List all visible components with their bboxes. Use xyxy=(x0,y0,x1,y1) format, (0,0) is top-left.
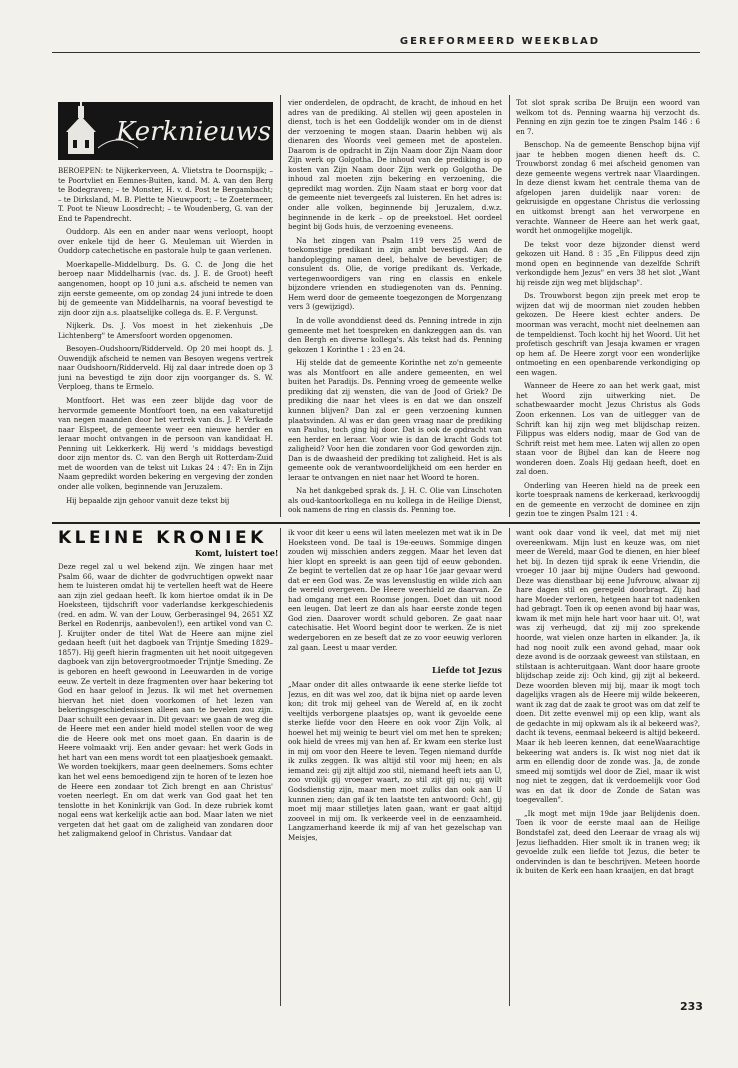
paragraph: Deze regel zal u wel bekend zijn. We zingen haar met Psalm 66, waar de dichter de godvruchtigen opwekt naar hem te luisteren omdat hij te vertellen heeft wat de Heere aan zijn ziel gedaan heeft. Ik kom hiertoe omdat ik in De Hoeksteen, tijdschrift voor vaderlandse kerkgeschiedenis (red. en adm. W. van der Louw, Gerberasingel 94, 2651 XZ Berkel en Rodenrijs, aanbevolen!), een artikel vond van C. J. Kruijter onder de titel Wat de Heere aan mijne ziel gedaan heeft (uit het dagboek van Trijntje Smeding 1829–1857). Hij geeft hierin fragmenten uit het nooit uitgegeven dagboek van zijn betovergrootmoeder Trijntje Smeding. Ze is geboren en heeft gewoond in Leeuwarden in de vorige eeuw. Ze vertelt in deze fragmenten over haar bekering tot God en haar geloof in Jezus. Ik wil met het overnemen hiervan het niet doen voorkomen of het lezen van bekeringsgeschiedenissen alleen aan te bevelen zou zijn. Daar schuilt een gevaar in. Dit gevaar: we gaan de weg die de Heere met een ander hield model stellen voor de weg die de Heere ook met ons moet gaan. En daarin is de Heere volmaakt vrij. Een ander gevaar: het werk Gods in het hart van een mens wordt tot een plaatjesboek gemaakt. We worden toekijkers, maar geen deelnemers. Soms echter kan het wel eens bemoedigend zijn te horen of te lezen hoe de Heere een zondaar tot Zich brengt en aan Christus' voeten neerlegt. En om dat werk van God gaat het ten tenslotte in het Koninkrijk van God. In deze rubriek komt nogal eens wat kerkelijk actie aan bod. Maar laten we niet vergeten dat het gaat om de zaligheid van zondaren door het zaligmakend geloof in Christus. Vandaar dat xyxy=(58,562,273,839)
kroniek-column-2 xyxy=(288,528,502,658)
section-rule xyxy=(52,522,700,524)
paragraph: De tekst voor deze bijzonder dienst werd gekozen uit Hand. 8 : 35 „En Filippus deed zijn mond open en beginnende van dezelfde Schrift verkondigde hem Jezus" en vers 38 het slot „Want hij reisde zijn weg met blijdschap". xyxy=(516,239,700,287)
kroniek-title: KLEINE KRONIEK xyxy=(58,528,267,548)
paragraph: Na het dankgebed sprak ds. J. H. C. Olie van Linschoten als oud-kantoorkollega en nu kollega in de Heilige Dienst, ook namens de ring en classis ds. Penning toe. xyxy=(288,486,502,515)
kroniek-column-1 xyxy=(58,562,273,1002)
paragraph: vier onderdelen, de opdracht, de kracht, de inhoud en het adres van de prediking. Al stellen wij geen apostelen in dienst, toch is het een Goddelijk wonder om in de dienst der verzoening te mogen staan. Daarin hebben wij als dienaren des Woords veel gemeen met de apostelen. Daarom is de opdracht in Zijn Naam door Zijn Naam door Zijn werk op Golgotha. De inhoud van de prediking is op kosten van Zijn Naam door Zijn werk op Golgotha. De inhoud zal moeten zijn bekering en verzoening, die gepredikt mag worden. Zijn Naam staat er borg voor dat de gemeente niet tevergeefs zal luisteren. En het adres is: onder alle volken, beginnende bij Jeruzalem, d.w.z. beginnende in de kerk – op de preekstoel. Het oordeel begint bij Gods huis, de verzoening eveneens. xyxy=(288,98,502,232)
logo-text: Kerknieuws xyxy=(116,117,272,147)
kroniek-column-2b xyxy=(288,680,502,1004)
paragraph: „Ik mogt met mijn 19de jaar Belijdenis doen. Toen ik voor de eerste maal aan de Heilige Bondstafel zat, deed den Leeraar de vraag als wij Jezus liefhadden. Hier smolt ik in tranen weg; ik gevoelde zulk een liefde tot Jezus, die beter te ondervinden is dan te beschrijven. Meteen hoorde ik buiten de Kerk een haan kraaijen, en dat bragt xyxy=(516,808,700,876)
news-column-3 xyxy=(516,98,700,518)
paragraph: Wanneer de Heere zo aan het werk gaat, mist het Woord zijn uitwerking niet. De schatbewaarder mocht Jezus Christus als Gods Zoon erkennen. Los van de uitlegger van de Schrift kan hij zijn weg met blijdschap reizen. Filippus was elders nodig, maar de God van de Schrift reist met hem mee. Laten wij allen zo open staan voor de Bijbel dan kan de Heere nog wonderen doen. Zoals Hij gedaan heeft, doet en zal doen. xyxy=(516,381,700,477)
paragraph: In de volle avonddienst deed ds. Penning intrede in zijn gemeente met het toespreken en dankzeggen aan ds. van den Bergh en diverse kollega's. Als tekst had ds. Penning gekozen 1 Korinthe 1 : 23 en 24. xyxy=(288,316,502,354)
kroniek-column-3 xyxy=(516,528,700,998)
paragraph: Montfoort. Het was een zeer blijde dag voor de hervormde gemeente Montfoort toen, na een vakaturetijd van negen maanden door het vertrek van ds. J. P. Verkade naar Elspeet, de gemeente weer een nieuwe herder en leraar mocht ontvangen in de persoon van kandidaat H. Penning uit Lekkerkerk. Hij werd 's middags bevestigd door zijn mentor ds. C. van den Bergh uit Rotterdam-Zuid met de woorden van de tekst uit Lukas 24 : 47: En in Zijn Naam gepredikt worden bekering en vergeving der zonden onder alle volken, beginnende van Jeruzalem. xyxy=(58,396,273,491)
header-rule xyxy=(52,52,700,53)
subheading-liefde: Liefde tot Jezus xyxy=(432,665,502,675)
church-illustration-icon xyxy=(58,102,273,160)
paragraph: BEROEPEN: te Nijkerkerveen, A. Vlietstra te Doornspijk; – te Poortvliet en Eemnes-Buiten, kand. M. A. van den Berg te Bodegraven; – te Monster, H. v. d. Post te Bergambacht; – te Dirksland, M. B. Plette te Nieuwpoort; – te Zoetermeer, T. Poot te Nieuw Loosdrecht; – te Woudenberg, G. van der End te Papendrecht. xyxy=(58,166,273,223)
column-divider xyxy=(280,95,281,517)
column-divider xyxy=(509,528,510,1006)
paragraph: Hij bepaalde zijn gehoor vanuit deze tekst bij xyxy=(66,495,230,505)
kerknieuws-logo xyxy=(58,102,273,160)
column-divider xyxy=(280,528,281,1006)
paragraph: „Maar onder dit alles ontwaarde ik eene sterke liefde tot Jezus, en dit was wel zoo, dat ik bijna niet op aarde leven kon; dit trok mij geheel van de Wereld af, en ik zocht veeltijds verborgene plaatsjes op, want ik gevoelde eene sterke liefde voor den Heere en ook voor Zijn Volk, al hoewel het mij weinig te beurt viel om met hen te spreken; ook hield de vrees mij van hen af. Er kwam een sterke lust in mij om voor den Heere te leven. Tegen niemand durfde ik zulks zeggen. Ik was altijd stil voor mij heen; en als iemand zei: gij zijt altijd zoo stil, niemand heeft iets aan U, zoo vrolijk gij vroeger waart, zo stil zijt gij nu; gij wilt Godsdienstig zijn, maar men moet zulks dan ook aan U kunnen zien; dan gaf ik ten laatste ten antwoord: Och!, gij moet mij maar stilletjes laten gaan, want er gaat altijd zooveel in mij om. Ik verkeerde veel in de eenzaamheid. Langzamerhand keerde ik mij af van het gezelschap van Meisjes, xyxy=(288,680,502,842)
paragraph: Onderling van Heeren hield na de preek een korte toespraak namens de kerkeraad, kerkvoogdij en de gemeente en verzocht de dominee en zijn gezin toe te zingen Psalm 121 : 4. xyxy=(516,480,700,518)
paragraph: Ouddorp. Als een en ander naar wens verloopt, hoopt over enkele tijd de heer G. Meuleman uit Wierden in Ouddorp catechetische en pastorale hulp te gaan verlenen. xyxy=(58,227,273,256)
paragraph: Benschop. Na de gemeente Benschop bijna vijf jaar te hebben mogen dienen heeft ds. C. Trouwborst zondag 6 mei afscheid genomen van deze gemeente wegens vertrek naar Vlaardingen. In deze dienst kwam het centrale thema van de afgelopen jaren duidelijk naar voren: de gekruisigde en opgestane Christus die verlossing en uitkomst brengt aan het verworpene en verachte. Wanneer de Heere aan het werk gaat, wordt het onmogelijke mogelijk. xyxy=(516,140,700,236)
kroniek-subtitle: Komt, luistert toe! xyxy=(195,548,279,558)
paragraph: Moerkapelle–Middelburg. Ds. G. C. de Jong die het beroep naar Middelharnis (vac. ds. J. E. de Groot) heeft aangenomen, hoopt op 10 juni a.s. afscheid te nemen van zijn eerste gemeente, om op zondag 24 juni intrede te doen bij de gemeente van Middelharnis, na vooraf bevestigd te zijn door zijn a.s. plaatselijke collega ds. E. F. Vergunst. xyxy=(58,259,273,317)
news-column-1 xyxy=(58,166,273,518)
paragraph: Ds. Trouwborst begon zijn preek met erop te wijzen dat wij de moorman niet zouden hebben gekozen. De Heere kiest echter anders. De moorman was veracht, mocht niet deelnemen aan de tempeldienst. Toch kocht hij het Woord. Uit het profetisch geschrift van Jesaja kwamen er vragen op hem af. De Heere zorgt voor een wonderlijke ontmoeting en een openbarende verkondiging op een wagen. xyxy=(516,291,700,377)
paragraph: want ook daar vond ik veel, dat met mij niet overeenkwam. Mijn lust en keuze was, om niet meer de Wereld, maar God te dienen, en hier bleef het bij. In dezen tijd sprak ik eene Vriendin, die vroeger 10 jaar bij mijne Ouders had gewoond. Deze was dienstbaar bij eene Jufvrouw, alwaar zij hare dagen stil en geregeld doorbragt. Zij had hare Moeder verloren, hetgeen haar tot nadenken had gebragt. Toen ik op eenen avond bij haar was, kwam ik met mijn hele hart voor haar uit. O!, wat was zij verheugd, dat zij mij zoo sprekende hoorde, wat vielen onze harten in elkander. Ja, ik had nog nooit zulk een avond gehad, maar ook deze avond is de oorzaak geweest van stilstaan, en stilstaan is achteruitgaan. Want door haare groote blijdschap zeide zij: Och kind, gij zijt al bekeerd. Deze woorden bleven mij bij, maar ik mogt toch dagelijks vragen als de Heere mij wilde bekeeren, want ik zag dat de zaak te groot was om dat zelf te doen. Dit zette evenwel mij op een klip, want als de gedachte in mij opkwam als ik al bekeerd was?, dacht ik tevens, eenmaal bekeerd is altijd bekeerd. Maar ik heb leeren kennen, dat eeneWaarachtige bekeering wat anders is. Ik wist nog niet dat ik arm en ellendig door de zonde was. Ja, de zonde smeed mij somtijds wel door de Ziel, maar ik wist nog niet te zeggen, dat ik verdoemelijk voor God was en dat ik door de Zonde de Satan was toegevallen". xyxy=(516,528,700,805)
news-column-2 xyxy=(288,98,502,518)
paragraph: ik voor dit keer u eens wil laten meelezen met wat ik in De Hoeksteen vond. De taal is 19e-eeuws. Sommige dingen zouden wij misschien anders zeggen. Maar het leven dat hier klopt en spreekt is aan geen tijd of eeuw gebonden. Ze begint te vertellen dat ze op haar 16e jaar gevaar werd dat er een God was. Ze was levenslustig en wilde zich aan de wereld overgeven. De Heere weerhield ze daarvan. Ze had omgang met een Roomse jongen. Doet dan uit nood een leugen. Dat leert ze dan als haar eerste zonde tegen God zien. Daarover wordt schuld geboren. Ze gaat naar catechisatie. Het Woord begint door te werken. Ze is niet wedergeboren en ze beseft dat ze zo voor eeuwig verloren zal gaan. Leest u maar verder. xyxy=(288,528,502,652)
paragraph: Besoyen–Oudshoorn/Ridderveld. Op 20 mei hoopt ds. J. Ouwendijk afscheid te nemen van Besoyen wegens vertrek naar Oudshoorn/Ridderveld. Hij zal daar intrede doen op 3 juni na bevestigd te zijn door zijn voorganger ds. S. W. Verploeg, thans te Ermelo. xyxy=(58,344,273,392)
paragraph: Nijkerk. Ds. J. Vos moest in het ziekenhuis „De Lichtenberg" te Amersfoort worden opgenomen. xyxy=(58,321,273,340)
page-header-title: GEREFORMEERD WEEKBLAD xyxy=(399,36,601,47)
paragraph: Hij stelde dat de gemeente Korinthe net zo'n gemeente was als Montfoort en alle andere gemeenten, en wel buiten het Paradijs. Ds. Penning vroeg de gemeente welke prediking dat zij wensten, die van de Jood of Griek? De prediking die naar het vlees is en dat we dan onszelf kunnen blijven? Dan zal er geen verzoening kunnen plaatsvinden. Al was er dan geen vraag naar de prediking van Paulus, toch ging hij door. Dat is ook de opdracht van een herder en leraar. Voor wie is dan de kracht Gods tot zaligheid? Voor hen die zondaren voor God geworden zijn. Dan is de dwaasheid der prediking tot zaligheid. Het is als gemeente ook de verantwoordelijkheid om een herder en leraar te ontvangen en niet naar het Woord te horen. xyxy=(288,358,502,482)
page-number: 233 xyxy=(680,1000,703,1013)
paragraph: Na het zingen van Psalm 119 vers 25 werd de toekomstige predikant in zijn ambt bevestigd. Aan de handoplegging namen deel, behalve de bevestiger; de consulent ds. Olie, de vorige predikant ds. Verkade, vertegenwoordigers van ring en classis en enkele bijzondere vrienden en studiegenoten van ds. Penning. Hem werd door de gemeente toegezongen de Morgenzang vers 3 (gewijzigd). xyxy=(288,235,502,312)
paragraph: Tot slot sprak scriba De Bruijn een woord van welkom tot ds. Penning waarna hij verzocht ds. Penning en zijn gezin toe te zingen Psalm 146 : 6 en 7. xyxy=(516,98,700,136)
column-divider xyxy=(509,95,510,517)
